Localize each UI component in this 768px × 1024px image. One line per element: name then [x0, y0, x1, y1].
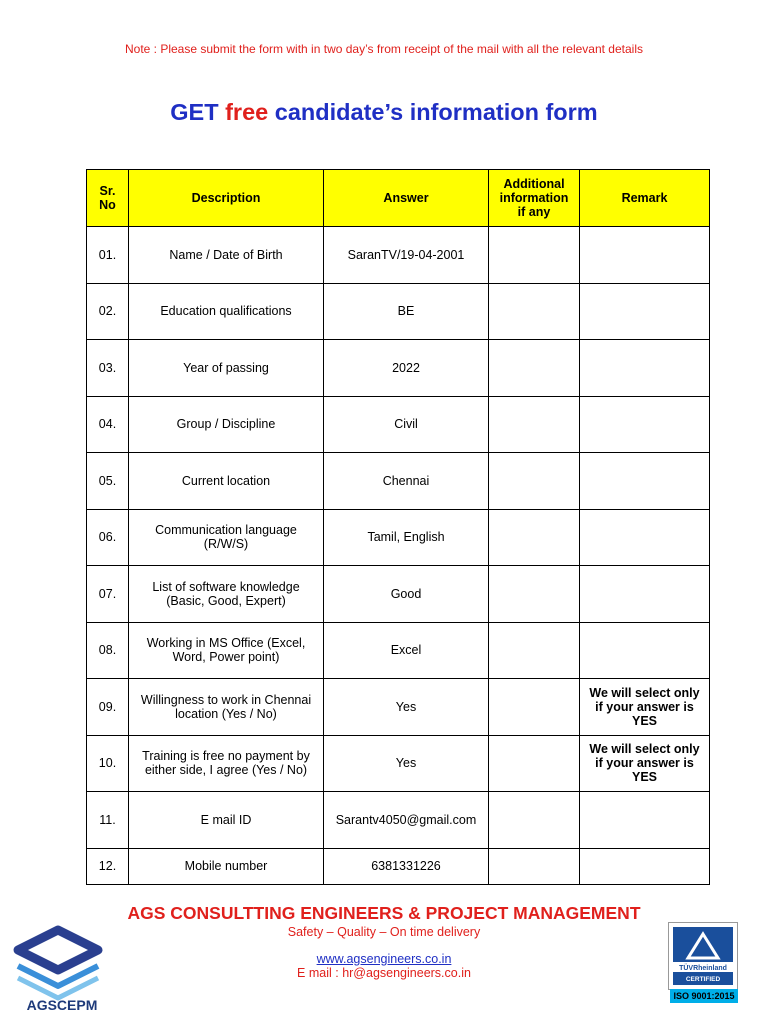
table-row: [87, 679, 710, 736]
iso-certification-label: ISO 9001:2015: [670, 989, 738, 1003]
cert-brand-text: TÜVRheinland: [679, 965, 727, 972]
row-additional-info: [489, 396, 580, 453]
row-answer: Civil: [324, 396, 489, 453]
row-answer: 2022: [324, 340, 489, 397]
row-number: 05.: [87, 453, 129, 510]
row-remark: [580, 340, 710, 397]
row-number: 07.: [87, 566, 129, 623]
row-description: E mail ID: [129, 792, 324, 849]
row-remark: [580, 848, 710, 884]
table-row: [87, 848, 710, 884]
row-number: 08.: [87, 622, 129, 679]
row-answer: Sarantv4050@gmail.com: [324, 792, 489, 849]
row-number: 09.: [87, 679, 129, 736]
row-description: Year of passing: [129, 340, 324, 397]
table-row: [87, 283, 710, 340]
row-remark: [580, 396, 710, 453]
row-remark: We will select only if your answer is YES: [580, 679, 710, 736]
row-number: 04.: [87, 396, 129, 453]
row-remark: [580, 622, 710, 679]
table-row: [87, 622, 710, 679]
row-additional-info: [489, 622, 580, 679]
row-number: 01.: [87, 227, 129, 284]
row-number: 12.: [87, 848, 129, 884]
table-header-row: [87, 170, 710, 227]
row-remark: [580, 792, 710, 849]
row-answer: Yes: [324, 735, 489, 792]
row-number: 06.: [87, 509, 129, 566]
submission-note: Note : Please submit the form with in two day’s from receipt of the mail with all the relevant details: [124, 42, 643, 56]
row-description: Training is free no payment by either side, I agree (Yes / No): [129, 735, 324, 792]
cert-label-text: CERTIFIED: [685, 976, 721, 983]
row-answer: Chennai: [324, 453, 489, 510]
row-answer: Yes: [324, 679, 489, 736]
col-header-description: Description: [129, 170, 324, 227]
row-number: 11.: [87, 792, 129, 849]
table-row: [87, 735, 710, 792]
row-description: List of software knowledge (Basic, Good, Expert): [129, 566, 324, 623]
row-remark: [580, 566, 710, 623]
row-remark: [580, 227, 710, 284]
row-additional-info: [489, 509, 580, 566]
row-remark: [580, 453, 710, 510]
row-answer: 6381331226: [324, 848, 489, 884]
table-row: [87, 566, 710, 623]
row-additional-info: [489, 848, 580, 884]
row-additional-info: [489, 679, 580, 736]
row-description: Communication language (R/W/S): [129, 509, 324, 566]
row-additional-info: [489, 735, 580, 792]
row-additional-info: [489, 453, 580, 510]
row-additional-info: [489, 792, 580, 849]
col-header-remark: Remark: [580, 170, 710, 227]
contact-email: E mail : hr@agsengineers.co.in: [297, 966, 471, 980]
title-highlight: free: [225, 99, 269, 125]
row-number: 02.: [87, 283, 129, 340]
title-prefix: GET: [170, 99, 219, 125]
table-row: [87, 227, 710, 284]
row-number: 10.: [87, 735, 129, 792]
tuv-certified-badge-icon: [668, 922, 738, 990]
row-description: Willingness to work in Chennai location (Yes / No): [129, 679, 324, 736]
row-answer: Excel: [324, 622, 489, 679]
logo-text: AGSCEPM: [26, 997, 98, 1013]
table-row: [87, 792, 710, 849]
row-number: 03.: [87, 340, 129, 397]
row-remark: [580, 283, 710, 340]
company-tagline: Safety – Quality – On time delivery: [287, 925, 481, 939]
website-link[interactable]: www.agsengineers.co.in: [316, 952, 452, 966]
row-additional-info: [489, 227, 580, 284]
title-suffix: candidate’s information form: [274, 99, 598, 125]
row-remark: We will select only if your answer is YES: [580, 735, 710, 792]
page-title: [0, 99, 768, 126]
row-answer: BE: [324, 283, 489, 340]
row-additional-info: [489, 566, 580, 623]
row-description: Group / Discipline: [129, 396, 324, 453]
company-name: AGS CONSULTTING ENGINEERS & PROJECT MANAGEMENT: [127, 903, 641, 923]
table-row: [87, 340, 710, 397]
col-header-sr-no: Sr. No: [87, 170, 129, 227]
row-description: Education qualifications: [129, 283, 324, 340]
row-additional-info: [489, 283, 580, 340]
candidate-info-table: [86, 169, 710, 885]
table-row: [87, 453, 710, 510]
row-description: Working in MS Office (Excel, Word, Power point): [129, 622, 324, 679]
row-remark: [580, 509, 710, 566]
row-description: Mobile number: [129, 848, 324, 884]
row-description: Current location: [129, 453, 324, 510]
col-header-answer: Answer: [324, 170, 489, 227]
row-description: Name / Date of Birth: [129, 227, 324, 284]
row-answer: Tamil, English: [324, 509, 489, 566]
table-row: [87, 509, 710, 566]
table-row: [87, 396, 710, 453]
row-answer: SaranTV/19-04-2001: [324, 227, 489, 284]
col-header-additional: Additional information if any: [489, 170, 580, 227]
row-additional-info: [489, 340, 580, 397]
row-answer: Good: [324, 566, 489, 623]
